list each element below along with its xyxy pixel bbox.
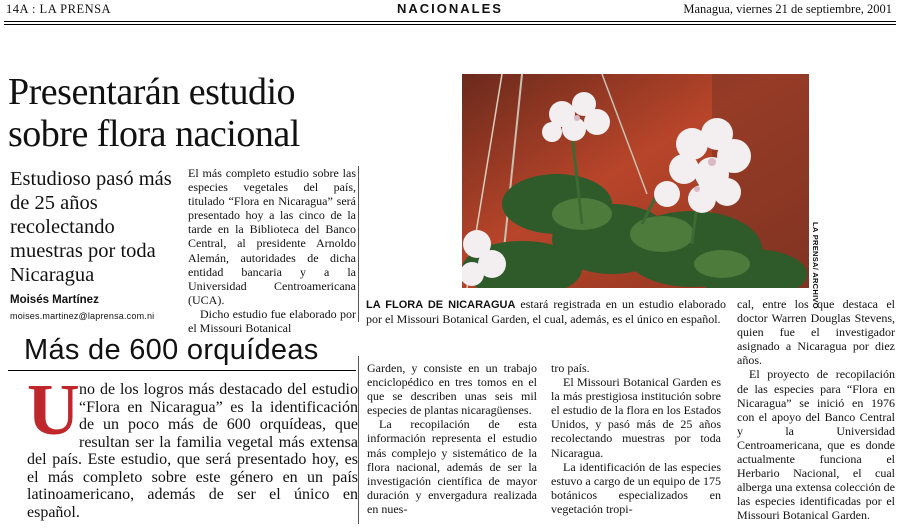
page-folio: 14A : LA PRENSA — [6, 2, 112, 16]
caption-lead: LA FLORA DE NICARAGUA — [366, 299, 516, 311]
lead-text: no de los logros más destacado del estudio “Flora en Nicaragua” es la identificación de un poco más de 600 orquídeas, que resultan ser la familia vegetal más extensa del país. Este estudio, que será presentado hoy, es el más completo sobre este género en un país latinoamericano, además de ser el único en español. — [27, 381, 358, 521]
section-name: NACIONALES — [397, 1, 503, 16]
article-deck: Estudioso pasó más de 25 años recolectando muestras por toda Nicaragua — [10, 168, 172, 286]
author-email: moises.martinez@laprensa.com.ni — [10, 311, 155, 321]
body-column-2 — [367, 361, 537, 516]
paragraph: El proyecto de recopilación de las especies para “Flora en Nicaragua” se inició en 1976 con el apoyo del Banco Central y la Universidad Centroamericana, que es donde actualmente funciona el Herbario Nacional, el cual alberga una extensa colección de las especies identificadas por el Missouri Botanical Garden. — [737, 367, 895, 523]
section-subhead: Más de 600 orquídeas — [24, 334, 319, 366]
flower-photo — [462, 74, 809, 288]
author-byline: Moisés Martínez — [10, 294, 99, 306]
photo-caption — [366, 297, 726, 326]
geranium-image — [462, 74, 809, 288]
paragraph: El Missouri Botanical Garden es la más prestigiosa institución sobre el estudio de la flora en los Estados Unidos, y pasó más de 25 años recolectando muestras por toda Nicaragua. — [551, 375, 721, 460]
paragraph: La recopilación de esta información representa el estudio más complejo y sistemático de la flora nacional, además de ser la investigación científica de mayor duración y envergadura realizada en nues- — [367, 417, 537, 516]
photo-credit: LA PRENSA/ ARCHIVO — [811, 222, 820, 309]
paragraph: El más completo estudio sobre las especies vegetales del país, titulado “Flora en Nicaragua” será presentado hoy a las cinco de la tarde en la Biblioteca del Banco Central, al presidente Arnoldo Alemán, autoridades de dicha entidad bancaria y a la Universidad Centroamericana (UCA). — [188, 166, 356, 307]
paragraph: cal, entre los que destaca el doctor Warren Douglas Stevens, quien fue el investigador asignado a Nicaragua por diez años. — [737, 297, 895, 368]
body-column-3 — [551, 361, 721, 516]
masthead-rule-lower — [4, 24, 896, 25]
paragraph: Garden, y consiste en un trabajo enciclopédico en tres tomos en el que se describen unas seis mil especies de plantas nicaragüenses. — [367, 361, 537, 418]
body-column-1 — [188, 166, 356, 335]
column-rule — [358, 166, 359, 322]
drop-cap: U — [27, 369, 80, 450]
paragraph: La identificación de las especies estuvo a cargo de un equipo de 175 botánicos especializados en vegetación tropi- — [551, 459, 721, 516]
article-headline: Presentarán estudio sobre flora nacional — [8, 71, 300, 155]
body-column-4 — [737, 297, 895, 523]
dateline: Managua, viernes 21 de septiembre, 2001 — [683, 2, 892, 16]
paragraph: tro país. — [551, 361, 590, 375]
caption-text: estará registrada en un estudio elaborado por el Missouri Botanical Garden, el cual, además, es el único en español. — [366, 297, 726, 327]
masthead-rule — [4, 21, 896, 22]
column-rule — [358, 356, 359, 524]
paragraph: Dicho estudio fue elaborado por el Missouri Botanical — [188, 306, 356, 336]
